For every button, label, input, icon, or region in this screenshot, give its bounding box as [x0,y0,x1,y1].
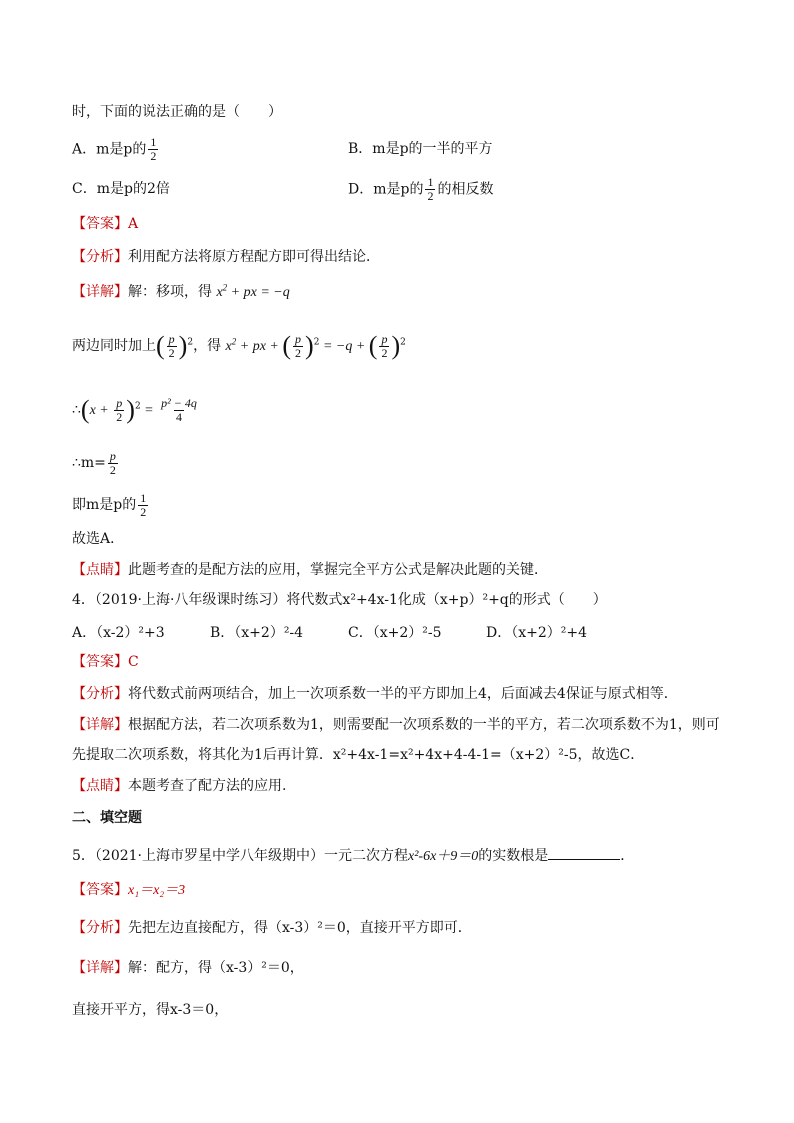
q3-detail-3: ∴(x + $\frac{p}{2}$ )$^2$ = $\frac{\text{p² − 4q}}{4}$ [72,395,197,424]
q3-option-a: A．m是p的 $\frac{1}{2}$ [72,135,157,163]
q5-analysis: 【分析】先把左边直接配方，得（x-3）²＝0，直接开平方即可． [72,920,472,936]
q3-option-b: B．m是p的一半的平方 [348,141,493,157]
q3-comment: 【点睛】此题考查的是配方法的应用，掌握完全平方公式是解决此题的关键． [72,562,548,578]
q5-answer: 【答案】x₁＝x₂＝3 [72,882,186,898]
q3-analysis: 【分析】利用配方法将原方程配方即可得出结论． [72,249,380,265]
q4-option-c: C．（x+2）²-5 [348,625,442,641]
q4-option-b: B．（x+2）²-4 [210,625,304,641]
q3-option-d: D．m是p的 $\frac{1}{2}$ 的相反数 [348,175,494,203]
section-title: 二、填空题 [72,810,142,826]
q5-stem: 5．（2021·上海市罗星中学八年级期中）一元二次方程x²-6x＋9＝0的实数根是 ． [72,845,634,867]
q4-option-d: D．（x+2）²+4 [486,625,588,641]
q3-detail-5: 即m是p的 $\frac{1}{2}$ [72,490,147,519]
q5-detail-2: 直接开平方，得x-3＝0， [72,1002,229,1018]
q4-answer: 【答案】C [72,654,139,670]
fraction-one-half: $\frac{1}{2}$ [150,135,157,163]
q3-option-c: C．m是p的2倍 [72,181,170,197]
q3-detail-4: ∴m= $\frac{p}{2}$ [72,448,116,477]
q4-option-a: A．（x-2）²+3 [72,625,165,641]
q3-detail-2: 两边同时加上( $\frac{p}{2}$ )$^2$，得 $x^2$ + px + ( $\frac{p}{2}$ )$^2$ = −q + ( $\frac{p}{2}$ )$^2$ [72,331,406,360]
answer-blank [548,845,620,860]
q3-detail-1: 【详解】解：移项，得 $x^2$ + px = −q [72,282,290,300]
q4-analysis: 【分析】将代数式前两项结合，加上一次项系数一半的平方即加上4，后面减去4保证与原式相等． [72,686,678,702]
q4-detail-2: 先提取二次项系数，将其化为1后再计算．x²+4x-1=x²+4x+4-4-1=（x+2）²-5，故选C． [72,747,645,763]
equation: $x^2$ + px = −q [216,282,290,300]
q3-detail-6: 故选A． [72,531,125,547]
q4-stem: 4．（2019·上海·八年级课时练习）将代数式x²+4x-1化成（x+p）²+q的形式（ ） [72,592,607,608]
q5-detail-1: 【详解】解：配方，得（x-3）²＝0， [72,960,304,976]
q4-detail-1: 【详解】根据配方法，若二次项系数为1，则需要配一次项系数的一半的平方，若二次项系数不为1，则可 [72,717,720,733]
q3-stem-tail: 时，下面的说法正确的是（ ） [72,104,282,120]
q3-answer: 【答案】A [72,216,139,232]
q4-comment: 【点睛】本题考查了配方法的应用. [72,778,287,794]
